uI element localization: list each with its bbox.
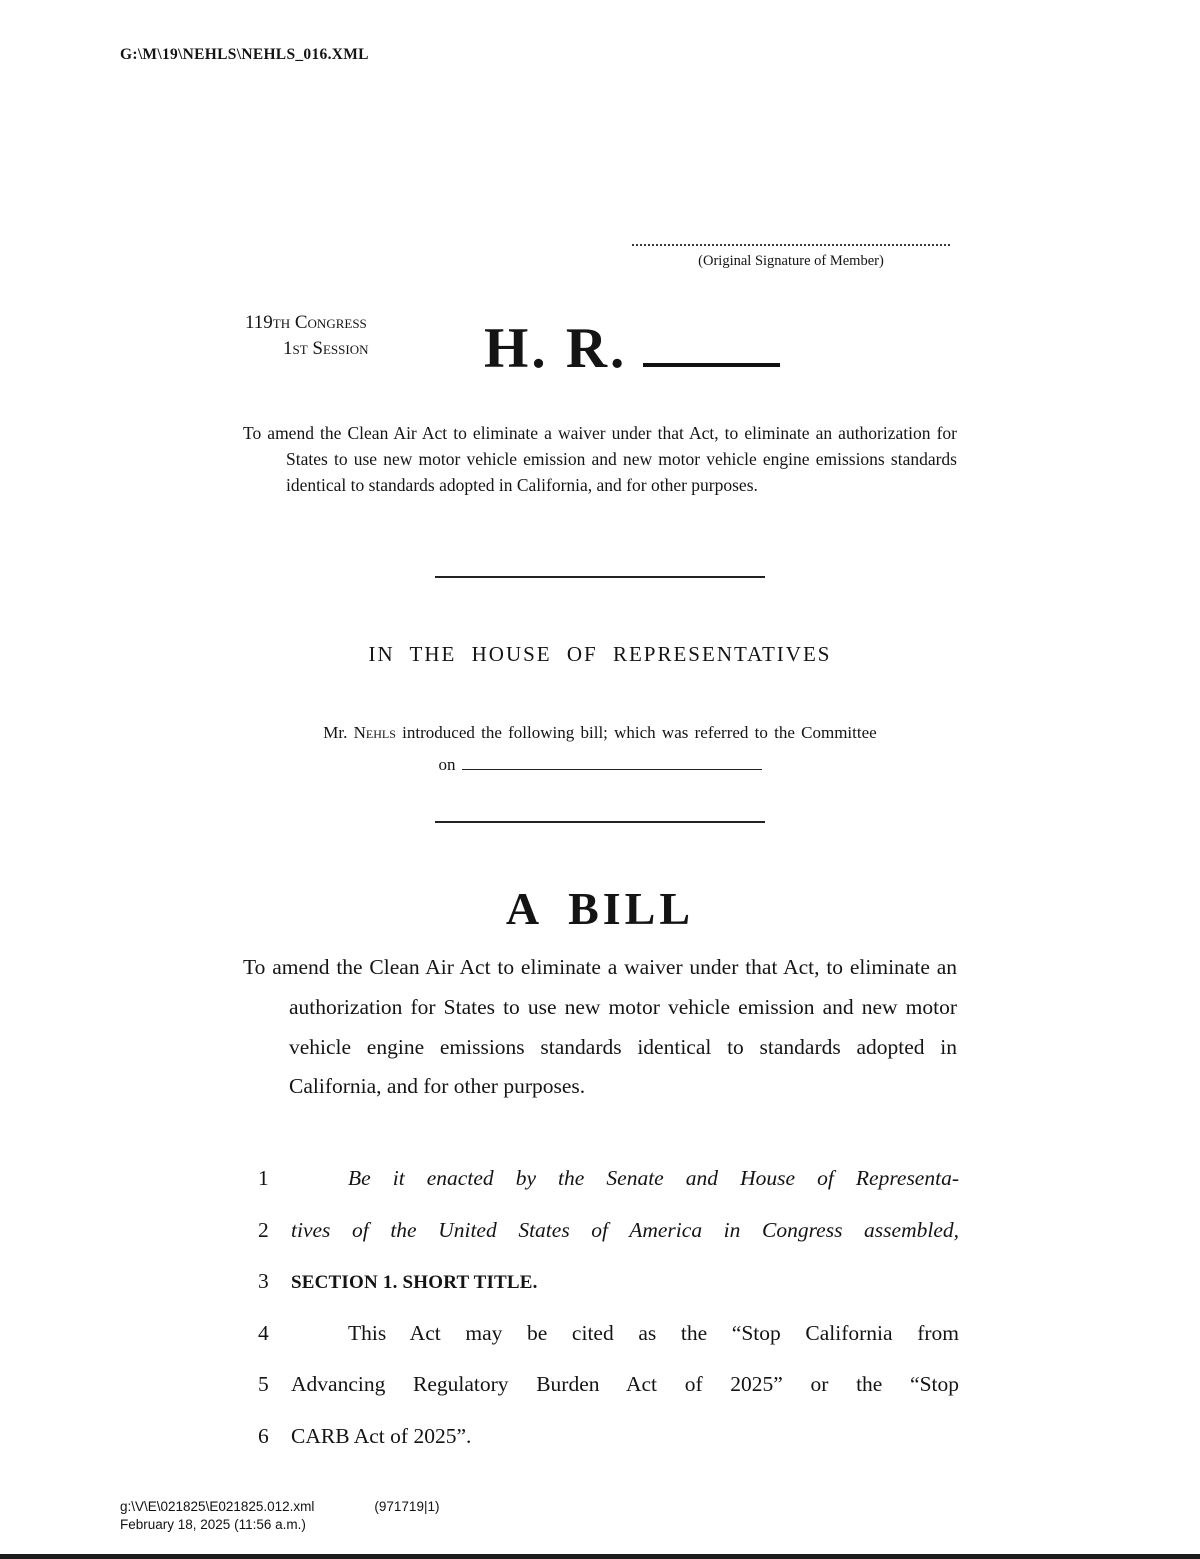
bill-line xyxy=(245,1372,959,1424)
session-line: 1st Session xyxy=(283,338,369,359)
line-text: Advancing Regulatory Burden Act of 2025” or the “Stop xyxy=(291,1372,959,1397)
footer-code: (971719|1) xyxy=(374,1499,440,1514)
document-file-path: G:\M\19\NEHLS\NEHLS_016.XML xyxy=(120,46,369,63)
bill-line xyxy=(245,1269,959,1321)
line-text: CARB Act of 2025”. xyxy=(291,1423,472,1448)
sponsor-prefix: Mr. xyxy=(323,723,348,742)
bill-number-block xyxy=(484,316,780,381)
bill-number-blank-line xyxy=(643,363,780,367)
line-number: 4 xyxy=(258,1320,269,1345)
line-number: 3 xyxy=(258,1269,269,1294)
document-footer xyxy=(120,1498,439,1534)
footer-file-path: g:\V\E\021825\E021825.012.xml xyxy=(120,1499,315,1514)
line-text: This Act may be cited as the “Stop California from xyxy=(348,1320,959,1345)
line-number: 2 xyxy=(258,1217,269,1242)
committee-blank-line xyxy=(462,768,762,770)
page-bottom-edge xyxy=(0,1554,1200,1559)
horizontal-rule-bottom xyxy=(435,821,765,823)
congress-number-line: 119th Congress xyxy=(245,312,367,333)
signature-dotted-line xyxy=(632,237,950,246)
bill-body-lines xyxy=(245,1166,959,1476)
footer-line-1 xyxy=(120,1498,439,1516)
committee-on-label: on xyxy=(438,755,456,774)
congress-session-block xyxy=(245,310,369,362)
introduction-rest: introduced the following bill; which was referred to the Committee xyxy=(402,723,877,742)
line-number: 6 xyxy=(258,1423,269,1448)
introduction-text xyxy=(243,719,957,746)
committee-on-line xyxy=(243,751,957,778)
chamber-heading: IN THE HOUSE OF REPRESENTATIVES xyxy=(368,642,832,666)
bill-line xyxy=(245,1218,959,1270)
footer-date: February 18, 2025 (11:56 a.m.) xyxy=(120,1517,306,1532)
line-text: Be it enacted by the Senate and House of Representa- xyxy=(348,1166,959,1190)
bill-line xyxy=(245,1321,959,1373)
signature-label: (Original Signature of Member) xyxy=(698,253,884,269)
bill-line xyxy=(245,1166,959,1218)
bill-number-prefix: H. R. xyxy=(484,317,628,380)
bill-line xyxy=(245,1424,959,1476)
line-number: 5 xyxy=(258,1372,269,1397)
sponsor-name: Nehls xyxy=(353,723,396,742)
a-bill-heading: A BILL xyxy=(505,883,695,934)
bill-long-title: To amend the Clean Air Act to eliminate a waiver under that Act, to eliminate an authorization for States to use new motor vehicle emission and new motor vehicle engine emissions standards identical to standards adopted in California, and for other purposes. xyxy=(243,955,957,1099)
official-long-title: To amend the Clean Air Act to eliminate a waiver under that Act, to eliminate an authorization for States to use new motor vehicle emission and new motor vehicle engine emissions standards identical to standards adopted in California, and for other purposes. xyxy=(243,423,957,495)
horizontal-rule-top xyxy=(435,576,765,578)
signature-block xyxy=(632,237,950,270)
introduction-block xyxy=(243,719,957,778)
line-text: tives of the United States of America in Congress assembled, xyxy=(291,1217,959,1242)
line-number: 1 xyxy=(258,1166,269,1190)
section-heading: SECTION 1. SHORT TITLE. xyxy=(291,1272,538,1294)
